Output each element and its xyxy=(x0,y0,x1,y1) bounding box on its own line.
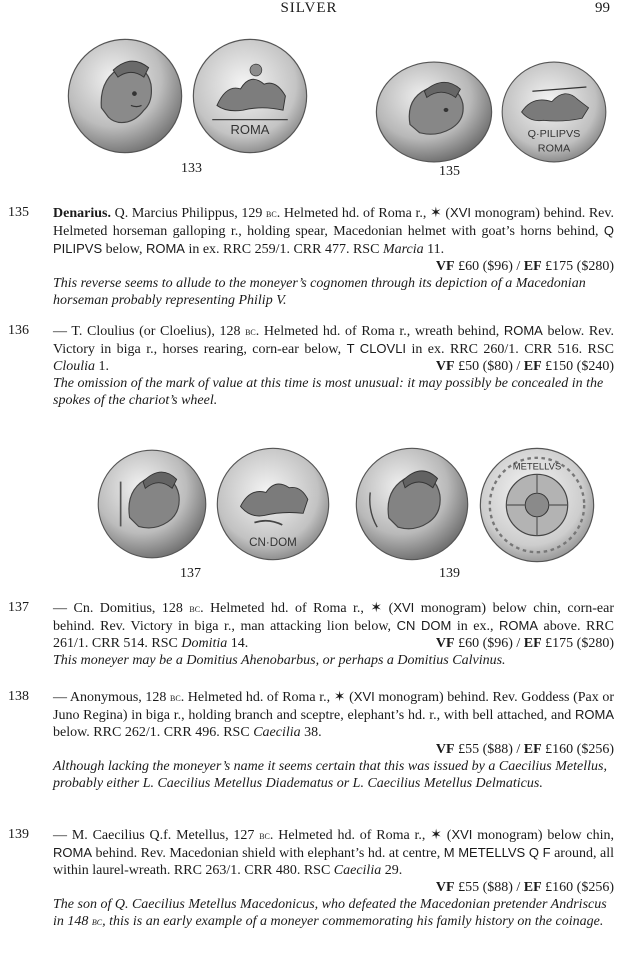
figure-label-135: 135 xyxy=(439,164,460,179)
coin-139-obverse xyxy=(354,446,470,562)
page-number: 99 xyxy=(595,0,610,16)
entry-number: 135 xyxy=(8,205,29,220)
monogram-icon: ✶ xyxy=(429,206,442,221)
entry-number: 138 xyxy=(8,689,29,704)
valuation: VF £60 ($96) / EF £175 ($280) xyxy=(435,636,614,651)
running-title: SILVER xyxy=(280,0,338,16)
figure-label-137: 137 xyxy=(180,566,201,581)
coin-135-obverse xyxy=(374,60,494,164)
entry-135 xyxy=(8,204,614,308)
valuation: VF £55 ($88) / EF £160 ($256) xyxy=(435,742,614,757)
valuation: VF £50 ($80) / EF £150 ($240) xyxy=(435,359,614,374)
valuation: VF £55 ($88) / EF £160 ($256) xyxy=(435,880,614,895)
coin-133-inscription: ROMA xyxy=(230,121,270,137)
entry-137 xyxy=(8,599,614,669)
entry-number: 139 xyxy=(8,827,29,842)
entry-description: — M. Caecilius Q.f. Metellus, 127 bc. Helmeted hd. of Roma r., ✶ (XVI monogram) below chin, ROMA behind. Rev. Macedonian shield with elephant’s hd. at centre, M METELLVS Q F around, all within laurel-wreath. RRC 263/1. CRR 480. RSC Caecilia 29. xyxy=(53,827,614,878)
figure-label-139: 139 xyxy=(439,566,460,581)
entry-number: 137 xyxy=(8,600,29,615)
coin-139-reverse xyxy=(478,446,596,564)
entry-136 xyxy=(8,322,614,412)
coin-133-reverse xyxy=(191,37,309,155)
monogram-icon: ✶ xyxy=(333,690,346,705)
coin-135-reverse xyxy=(500,60,608,164)
denomination: Denarius. xyxy=(53,206,111,221)
entry-note: Although lacking the moneyer’s name it seems certain that this was issued by a Caecilius Metellus, probably either L. Caecilius Metellus Diadematus or L. Caecilius Metellus Delmaticus. xyxy=(53,759,607,791)
coin-139-inscription: METELLVS xyxy=(512,460,562,472)
entry-description: — Anonymous, 128 bc. Helmeted hd. of Roma r., ✶ (XVI monogram) behind. Rev. Goddess (Pax or Juno Regina) in biga r., holding branch and sceptre, elephant’s hd. r., with bell attached, and ROMA below. RRC 262/1. CRR 496. RSC Caecilia 38. xyxy=(53,689,615,740)
entry-139 xyxy=(8,826,614,956)
coin-137-reverse xyxy=(215,446,331,562)
entry-138 xyxy=(8,688,614,812)
figure-label-133: 133 xyxy=(181,161,202,176)
entry-number: 136 xyxy=(8,323,29,338)
entry-note: This moneyer may be a Domitius Ahenobarbus, or perhaps a Domitius Calvinus. xyxy=(53,653,506,668)
entry-note: The omission of the mark of value at this time is most unusual: it may possibly be concealed in the spokes of the chariot’s wheel. xyxy=(53,376,604,408)
coin-135-inscription-bottom: ROMA xyxy=(537,142,571,155)
entry-description: — Cn. Domitius, 128 bc. Helmeted hd. of Roma r., ✶ (XVI monogram) below chin, corn-ear behind. Rev. Victory in biga r., man attacking lion below, CN DOM in ex., ROMA above. RRC 261/1. CRR 514. RSC Domitia 14. VF £60 ($96) / EF £175 ($280) xyxy=(53,600,614,651)
entry-note: This reverse seems to allude to the moneyer’s cognomen through its depiction of a Macedonian horseman probably representing Philip V. xyxy=(53,276,586,308)
coin-137-obverse xyxy=(96,448,208,560)
entry-note: The son of Q. Caecilius Metellus Macedonicus, who defeated the Macedonian pretender Andriscus in 148 bc, this is an early example of a moneyer commemorating his family history on the coinage. xyxy=(53,897,607,929)
coin-137-inscription: CN·DOM xyxy=(249,535,297,549)
running-header xyxy=(0,0,618,22)
entry-description: — T. Cloulius (or Cloelius), 128 bc. Helmeted hd. of Roma r., wreath behind, ROMA below. Rev. Victory in biga r., horses rearing, corn-ear below, T CLOVLI in ex. RRC 260/1. CRR 516. RSC Cloulia 1. VF £50 ($80) / EF £150 ($240) xyxy=(53,323,615,374)
coin-135-inscription-top: Q·PILIPVS xyxy=(527,128,581,140)
monogram-icon: ✶ xyxy=(430,828,442,843)
entry-description: Denarius. Q. Marcius Philippus, 129 bc. Helmeted hd. of Roma r., ✶ (XVI monogram) behind. Rev. Helmeted horseman galloping r., holding spear, Macedonian helmet with goat’s horns behind, Q PILIPVS below, ROMA in ex. RRC 259/1. CRR 477. RSC Marcia 11. xyxy=(53,205,614,257)
valuation: VF £60 ($96) / EF £175 ($280) xyxy=(435,259,614,274)
monogram-icon: ✶ xyxy=(370,601,383,616)
coin-133-obverse xyxy=(66,37,184,155)
